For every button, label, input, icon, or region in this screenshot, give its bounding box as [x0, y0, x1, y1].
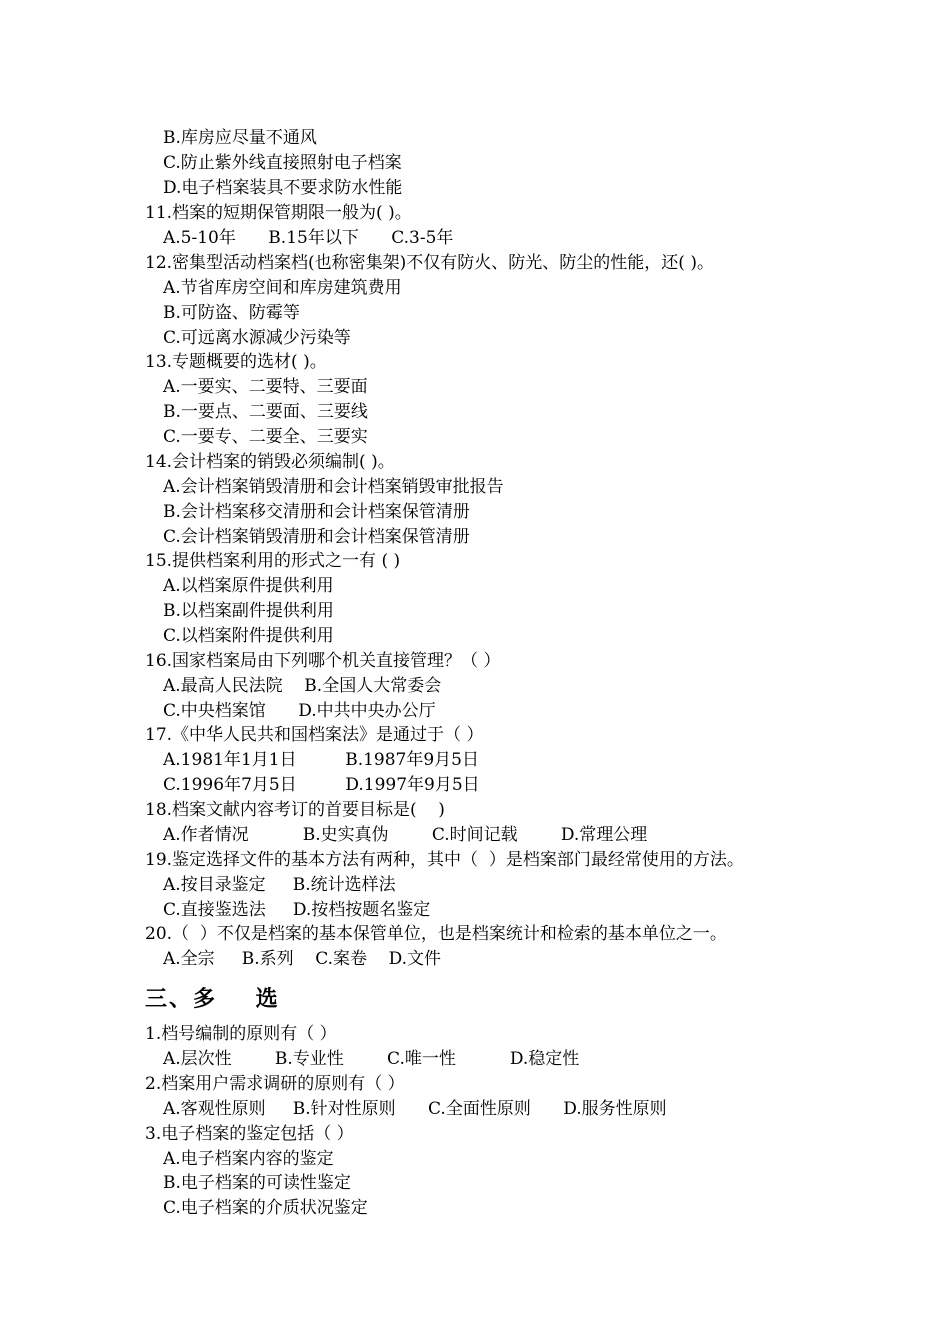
question-line: 15.提供档案利用的形式之一有 ( ) [145, 551, 401, 571]
option-line: A.1981年1月1日 B.1987年9月5日 [163, 750, 480, 770]
option-line: C.会计档案销毁清册和会计档案保管清册 [163, 527, 470, 547]
option-line: B.电子档案的可读性鉴定 [163, 1173, 351, 1193]
option-line: A.会计档案销毁清册和会计档案销毁审批报告 [163, 477, 504, 497]
option-line: D.电子档案装具不要求防水性能 [163, 178, 403, 198]
question-line: 12.密集型活动档案档(也称密集架)不仅有防火、防光、防尘的性能，还( )。 [145, 253, 714, 273]
option-line: B.一要点、二要面、三要线 [163, 402, 368, 422]
option-line: A.全宗 B.系列 C.案卷 D.文件 [163, 949, 442, 969]
section-heading: 三、多 选 [145, 986, 280, 1012]
question-line: 11.档案的短期保管期限一般为( )。 [145, 203, 412, 223]
question-line: 2.档案用户需求调研的原则有（ ） [145, 1074, 405, 1094]
option-line: B.会计档案移交清册和会计档案保管清册 [163, 502, 470, 522]
option-line: C.一要专、二要全、三要实 [163, 427, 368, 447]
option-line: A.层次性 B.专业性 C.唯一性 D.稳定性 [163, 1049, 580, 1069]
option-line: A.客观性原则 B.针对性原则 C.全面性原则 D.服务性原则 [163, 1099, 667, 1119]
question-line: 18.档案文献内容考订的首要目标是( ) [145, 800, 445, 820]
option-line: C.防止紫外线直接照射电子档案 [163, 153, 402, 173]
question-line: 19.鉴定选择文件的基本方法有两种，其中（ ）是档案部门最经常使用的方法。 [145, 850, 744, 870]
question-line: 20.（ ）不仅是档案的基本保管单位，也是档案统计和检索的基本单位之一。 [145, 924, 727, 944]
option-line: A.以档案原件提供利用 [163, 576, 334, 596]
question-line: 1.档号编制的原则有（ ） [145, 1024, 337, 1044]
question-line: 17.《中华人民共和国档案法》是通过于（ ） [145, 725, 484, 745]
option-line: C.直接鉴选法 D.按档按题名鉴定 [163, 900, 431, 920]
option-line: A.一要实、二要特、三要面 [163, 377, 368, 397]
option-line: A.作者情况 B.史实真伪 C.时间记载 D.常理公理 [163, 825, 648, 845]
question-line: 14.会计档案的销毁必须编制( )。 [145, 452, 395, 472]
question-line: 13.专题概要的选材( )。 [145, 352, 327, 372]
option-line: B.以档案副件提供利用 [163, 601, 334, 621]
option-line: A.最高人民法院 B.全国人大常委会 [163, 676, 442, 696]
option-line: A.5-10年 B.15年以下 C.3-5年 [163, 228, 454, 248]
option-line: B.可防盗、防霉等 [163, 303, 300, 323]
option-line: C.中央档案馆 D.中共中央办公厅 [163, 701, 436, 721]
option-line: A.节省库房空间和库房建筑费用 [163, 278, 402, 298]
option-line: C.可远离水源减少污染等 [163, 328, 351, 348]
option-line: C.以档案附件提供利用 [163, 626, 334, 646]
option-line: C.1996年7月5日 D.1997年9月5日 [163, 775, 480, 795]
option-line: A.按目录鉴定 B.统计选样法 [163, 875, 396, 895]
option-line: A.电子档案内容的鉴定 [163, 1149, 334, 1169]
option-line: B.库房应尽量不通风 [163, 128, 317, 148]
option-line: C.电子档案的介质状况鉴定 [163, 1198, 368, 1218]
question-line: 16.国家档案局由下列哪个机关直接管理？（ ） [145, 651, 501, 671]
question-line: 3.电子档案的鉴定包括（ ） [145, 1124, 354, 1144]
